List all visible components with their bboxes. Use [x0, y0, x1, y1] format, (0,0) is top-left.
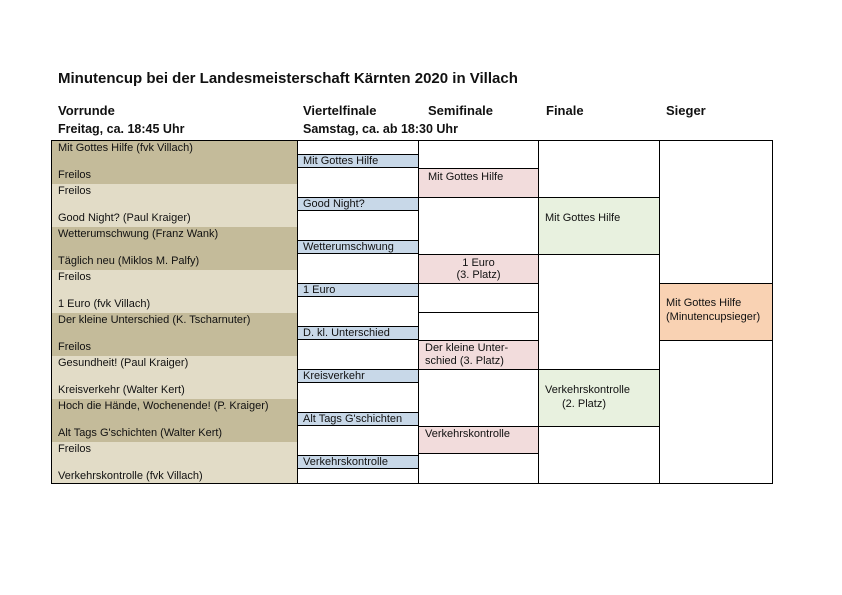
sieger-team: Mit Gottes Hilfe (Minutencupsieger)	[659, 283, 773, 341]
viertelfinale-column	[297, 140, 419, 484]
finale-team: Verkehrskontrolle (2. Platz)	[538, 369, 660, 427]
viertelfinale-team: Mit Gottes Hilfe	[297, 154, 419, 168]
finale-team: Mit Gottes Hilfe	[538, 197, 660, 255]
viertelfinale-team: Verkehrskontrolle	[297, 455, 419, 469]
vorrunde-team: Alt Tags G'schichten (Walter Kert)	[58, 427, 223, 439]
page-title: Minutencup bei der Landesmeisterschaft Kärnten 2020 in Villach	[58, 70, 518, 87]
vorrunde-team: Der kleine Unterschied (K. Tscharnuter)	[58, 314, 251, 326]
divider	[418, 312, 539, 313]
vorrunde-match-3	[52, 227, 297, 270]
vorrunde-team: Good Night? (Paul Kraiger)	[58, 212, 191, 224]
vorrunde-team: Verkehrskontrolle (fvk Villach)	[58, 470, 203, 482]
vorrunde-date: Freitag, ca. 18:45 Uhr	[58, 122, 185, 136]
vorrunde-team: Freilos	[58, 443, 92, 455]
vorrunde-team: Hoch die Hände, Wochenende! (P. Kraiger)	[58, 400, 269, 412]
header-sieger: Sieger	[666, 103, 706, 118]
header-viertelfinale: Viertelfinale	[303, 103, 377, 118]
vorrunde-match-2	[52, 184, 297, 227]
semifinale-team: 1 Euro (3. Platz)	[418, 254, 539, 284]
viertelfinale-team: Alt Tags G'schichten	[297, 412, 419, 426]
vorrunde-match-7	[52, 399, 297, 442]
vorrunde-team: Kreisverkehr (Walter Kert)	[58, 384, 185, 396]
viertelfinale-team: 1 Euro	[297, 283, 419, 297]
viertelfinale-team: D. kl. Unterschied	[297, 326, 419, 340]
semifinale-team: Verkehrskontrolle	[418, 426, 539, 454]
vorrunde-team: Wetterumschwung (Franz Wank)	[58, 228, 219, 240]
vorrunde-team: Freilos	[58, 341, 92, 353]
header-finale: Finale	[546, 103, 584, 118]
semifinale-team: Der kleine Unter- schied (3. Platz)	[418, 340, 539, 370]
viertelfinale-team: Kreisverkehr	[297, 369, 419, 383]
viertelfinale-date: Samstag, ca. ab 18:30 Uhr	[303, 122, 458, 136]
semifinale-team: Mit Gottes Hilfe	[418, 168, 539, 198]
vorrunde-match-1	[52, 141, 297, 184]
vorrunde-match-6	[52, 356, 297, 399]
vorrunde-team: Freilos	[58, 169, 92, 181]
header-vorrunde: Vorrunde	[58, 103, 115, 118]
vorrunde-team: Freilos	[58, 185, 92, 197]
viertelfinale-team: Good Night?	[297, 197, 419, 211]
vorrunde-column	[51, 140, 298, 484]
vorrunde-match-4	[52, 270, 297, 313]
vorrunde-team: Täglich neu (Miklos M. Palfy)	[58, 255, 200, 267]
vorrunde-team: Mit Gottes Hilfe (fvk Villach)	[58, 142, 193, 154]
vorrunde-match-8	[52, 442, 297, 484]
vorrunde-team: 1 Euro (fvk Villach)	[58, 298, 151, 310]
viertelfinale-team: Wetterumschwung	[297, 240, 419, 254]
finale-column	[538, 140, 660, 484]
vorrunde-team: Gesundheit! (Paul Kraiger)	[58, 357, 189, 369]
header-semifinale: Semifinale	[428, 103, 494, 118]
vorrunde-team: Freilos	[58, 271, 92, 283]
vorrunde-match-5	[52, 313, 297, 356]
